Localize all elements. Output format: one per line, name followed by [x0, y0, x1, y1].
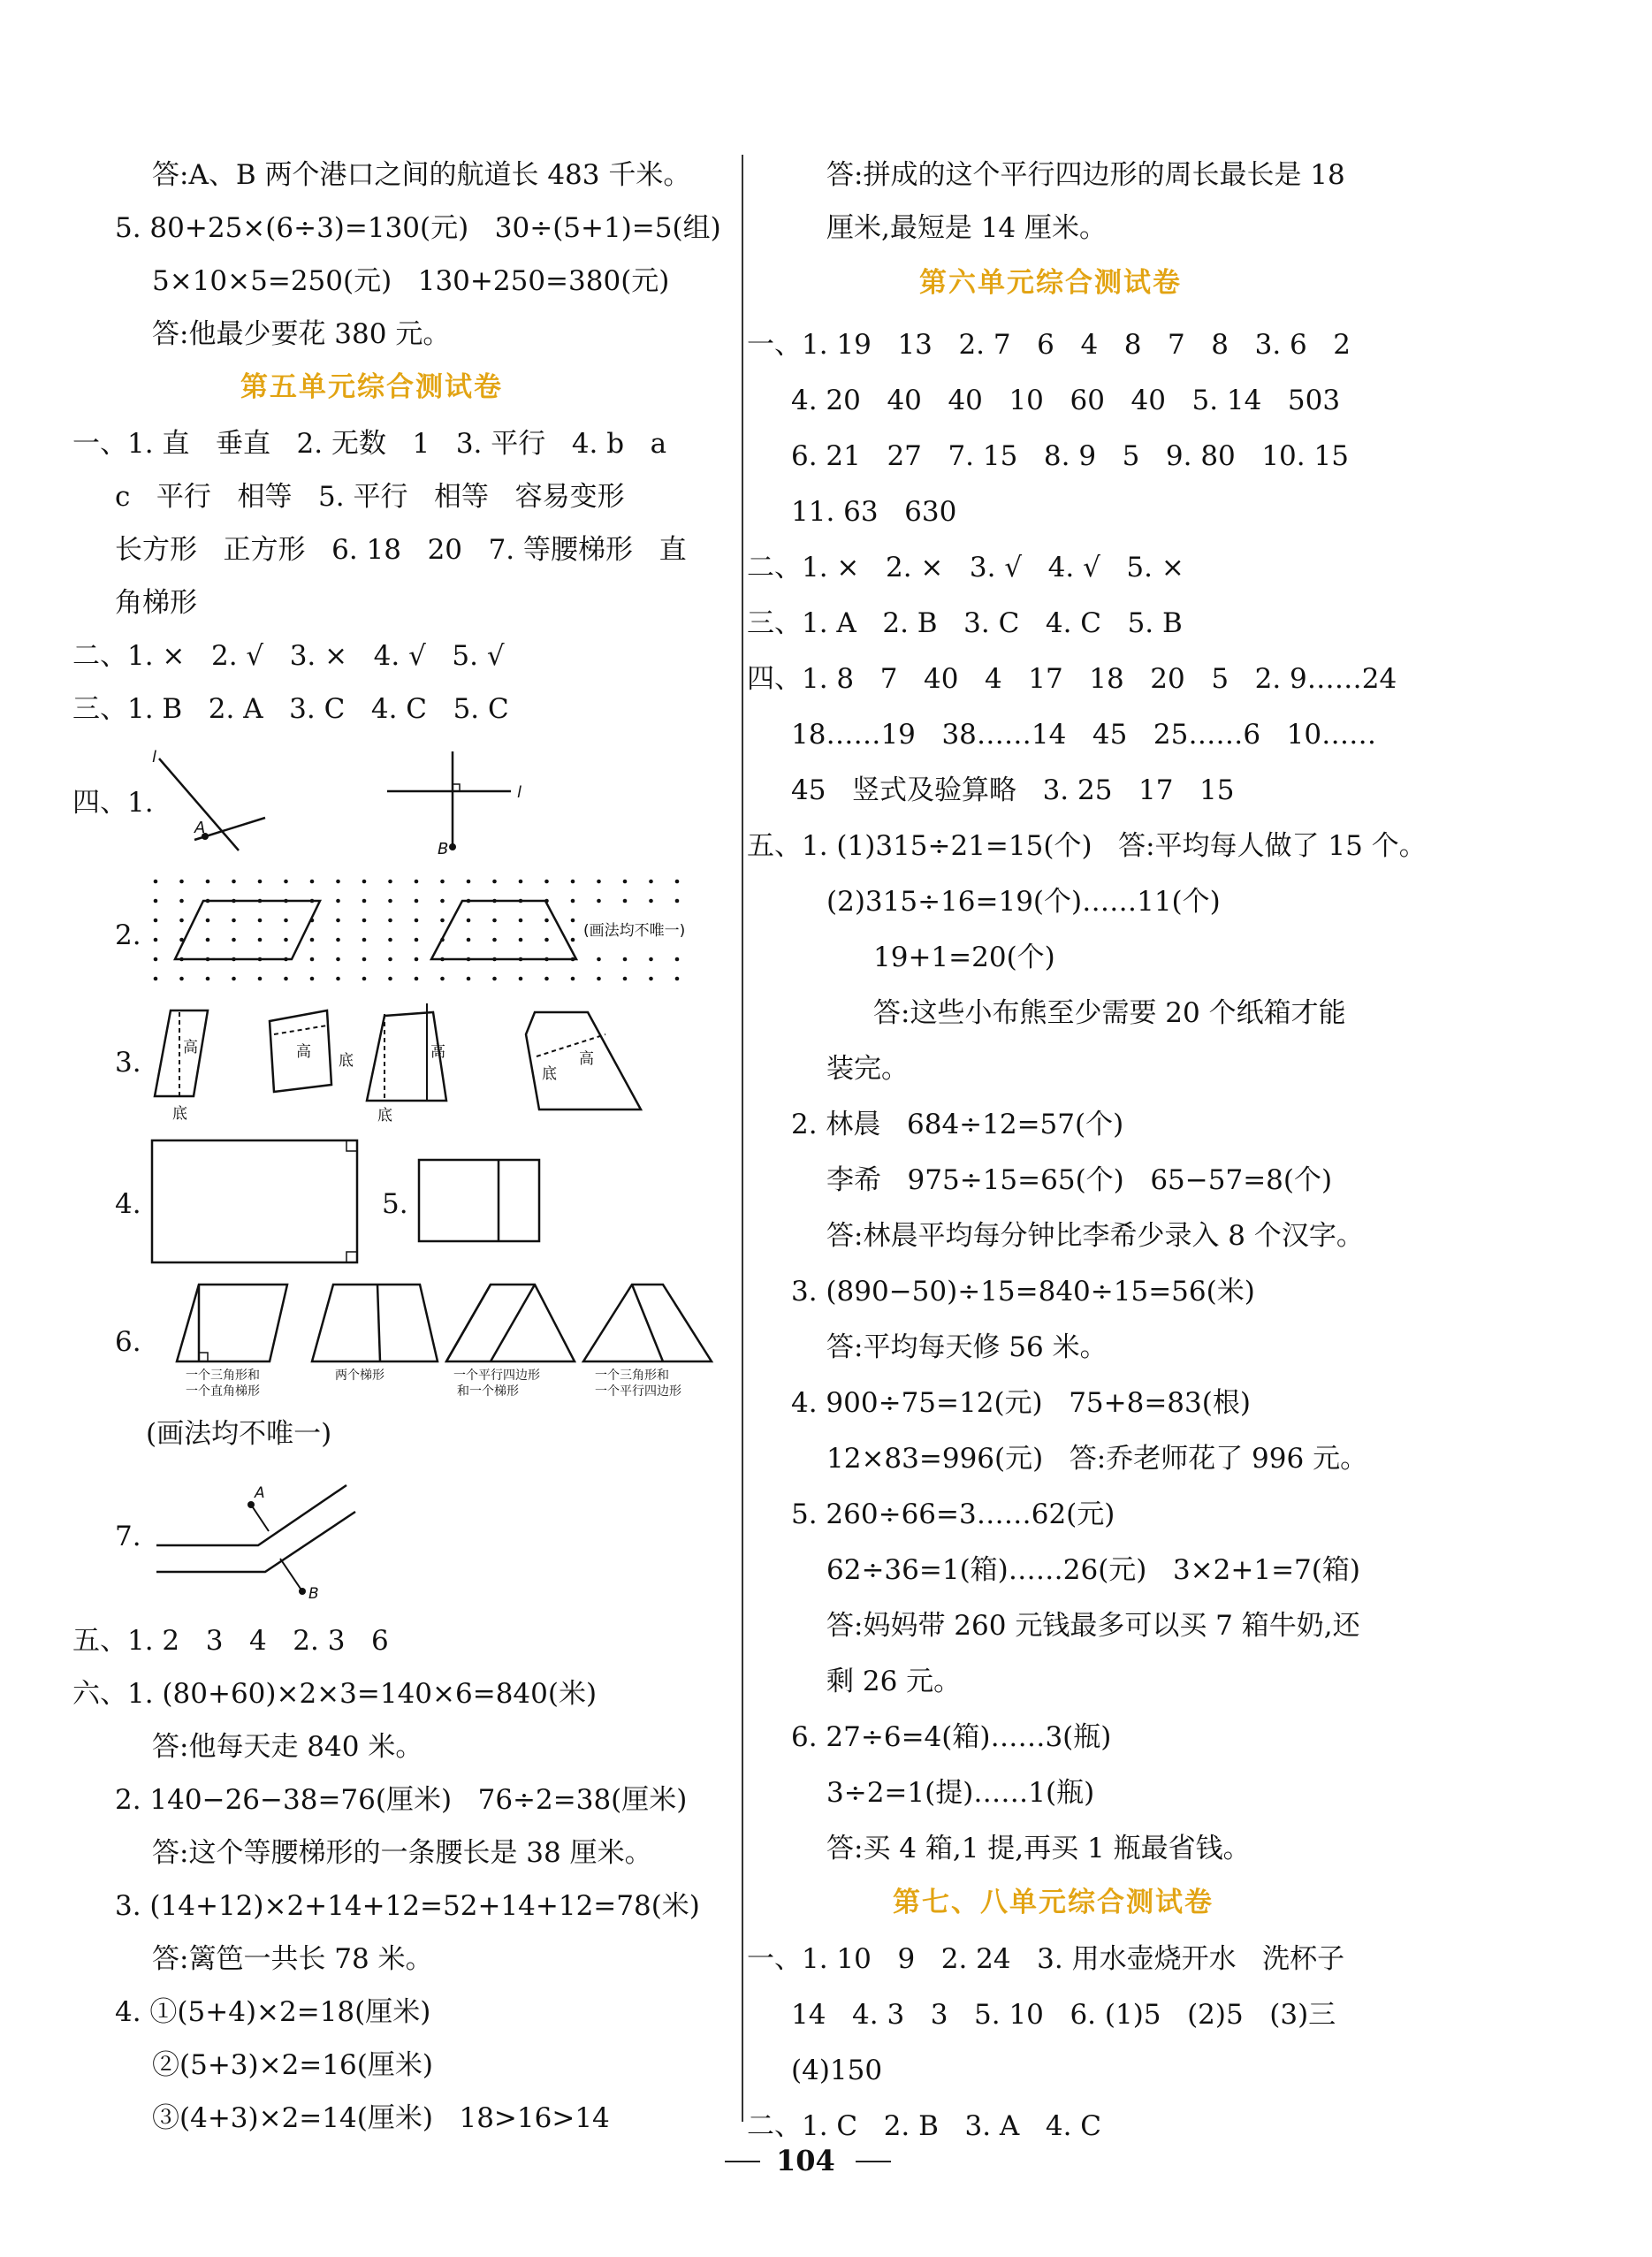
cut-figures: [172, 1280, 720, 1404]
svg-text:底: 底: [377, 1107, 392, 1125]
svg-text:高: 高: [296, 1043, 311, 1061]
question-label: 6.: [115, 1326, 141, 1358]
grid-dot: [623, 957, 628, 962]
svg-text:两个梯形: 两个梯形: [335, 1369, 384, 1383]
grid-dot: [258, 919, 263, 923]
grid-dot: [519, 880, 523, 884]
grid-dot: [597, 899, 601, 904]
grid-dot: [154, 899, 158, 904]
grid-dot: [649, 977, 653, 981]
grid-dot: [362, 899, 367, 904]
answer-line: 18……19 38……14 45 25……6 10……: [791, 719, 1377, 751]
question-label: 四、1.: [72, 787, 154, 819]
answer-line: (2)315÷16=19(个)……11(个): [826, 886, 1221, 918]
page-number-dash: [725, 2161, 760, 2162]
grid-dot: [440, 880, 445, 884]
grid-dot: [544, 938, 549, 942]
svg-text:高: 高: [430, 1043, 445, 1061]
svg-text:和一个梯形: 和一个梯形: [457, 1384, 519, 1399]
grid-dot: [310, 938, 315, 942]
grid-dot: [440, 977, 445, 981]
parallelogram: [155, 1010, 208, 1096]
grid-dot: [467, 919, 471, 923]
answer-line: 角梯形: [115, 587, 197, 619]
grid-dot: [258, 880, 263, 884]
grid-dot: [467, 880, 471, 884]
answer-line: 二、1. × 2. √ 3. × 4. √ 5. √: [72, 640, 505, 672]
grid-dot: [179, 919, 184, 923]
answer-line: 二、1. × 2. × 3. √ 4. √ 5. ×: [747, 552, 1184, 583]
svg-text:一个三角形和: 一个三角形和: [595, 1369, 669, 1383]
answer-line: 5×10×5=250(元) 130+250=380(元): [152, 265, 670, 297]
grid-dot: [388, 938, 392, 942]
question-label: 5.: [382, 1188, 408, 1220]
answer-line: 6. 21 27 7. 15 8. 9 5 9. 80 10. 15: [791, 440, 1349, 472]
grid-dot: [388, 899, 392, 904]
grid-dot: [284, 919, 288, 923]
grid-dot: [492, 880, 497, 884]
answer-line: 3. (14+12)×2+14+12=52+14+12=78(米): [115, 1890, 700, 1922]
note: (画法均不唯一): [583, 922, 686, 940]
answer-line: 4. ①(5+4)×2=18(厘米): [115, 1996, 431, 2028]
column-divider: [742, 155, 743, 2122]
answer-line: 答:平均每天修 56 米。: [826, 1331, 1108, 1363]
grid-dot: [284, 977, 288, 981]
grid-dot: [623, 899, 628, 904]
grid-dot: [388, 957, 392, 962]
grid-dot: [544, 977, 549, 981]
grid-dot: [284, 880, 288, 884]
answer-line: (4)150: [791, 2055, 883, 2086]
answer-line: 六、1. (80+60)×2×3=140×6=840(米): [72, 1678, 598, 1710]
grid-dot: [336, 880, 340, 884]
answer-line: 2. 140−26−38=76(厘米) 76÷2=38(厘米): [115, 1784, 688, 1816]
grid-dot: [544, 919, 549, 923]
answer-line: 6. 27÷6=4(箱)……3(瓶): [791, 1721, 1112, 1753]
page-number: 104: [776, 2144, 835, 2177]
section-heading-unit78: 第七、八单元综合测试卷: [893, 1887, 1214, 1918]
answer-line: 厘米,最短是 14 厘米。: [826, 212, 1108, 244]
answer-line: 四、1. 8 7 40 4 17 18 20 5 2. 9……24: [747, 663, 1397, 695]
height-figures: [146, 995, 650, 1123]
grid-dot: [571, 919, 575, 923]
grid-dot: [336, 977, 340, 981]
answer-line: 一、1. 直 垂直 2. 无数 1 3. 平行 4. b a: [72, 428, 667, 460]
grid-dot: [179, 977, 184, 981]
answer-line: 12×83=996(元) 答:乔老师花了 996 元。: [826, 1443, 1368, 1475]
answer-line: 二、1. C 2. B 3. A 4. C: [747, 2110, 1102, 2142]
grid-dot: [362, 880, 367, 884]
svg-text:一个三角形和: 一个三角形和: [186, 1369, 260, 1383]
grid-dot: [206, 919, 210, 923]
answer-line: 4. 900÷75=12(元) 75+8=83(根): [791, 1387, 1251, 1419]
note: (画法均不唯一): [146, 1418, 332, 1450]
answer-line: 装完。: [826, 1053, 909, 1085]
answer-line: 14 4. 3 3 5. 10 6. (1)5 (2)5 (3)三: [791, 1999, 1336, 2031]
answer-line: 45 竖式及验算略 3. 25 17 15: [791, 774, 1235, 806]
grid-dot: [258, 938, 263, 942]
answer-line: 4. 20 40 40 10 60 40 5. 14 503: [791, 385, 1341, 416]
grid-dot: [519, 977, 523, 981]
grid-dot: [467, 977, 471, 981]
answer-line: 3. (890−50)÷15=840÷15=56(米): [791, 1276, 1255, 1308]
grid-dot: [415, 977, 419, 981]
grid-dot: [284, 938, 288, 942]
grid-dot: [492, 977, 497, 981]
svg-text:底: 底: [542, 1065, 557, 1083]
grid-dot: [310, 880, 315, 884]
grid-dot: [388, 919, 392, 923]
grid-dot: [336, 957, 340, 962]
answer-line: 一、1. 10 9 2. 24 3. 用水壶烧开水 洗杯子: [747, 1943, 1345, 1975]
grid-dot: [206, 880, 210, 884]
page-number-dash: [856, 2161, 891, 2162]
svg-text:A: A: [255, 1484, 265, 1502]
grid-dot: [336, 899, 340, 904]
label-l: l: [517, 783, 522, 802]
label-l: l: [152, 748, 157, 766]
point-B: [449, 843, 456, 850]
svg-text:一个平行四边形: 一个平行四边形: [595, 1384, 681, 1399]
grid-dot: [154, 957, 158, 962]
label-B: B: [438, 840, 449, 858]
grid-dot: [362, 957, 367, 962]
answer-line: 62÷36=1(箱)……26(元) 3×2+1=7(箱): [826, 1554, 1360, 1586]
svg-text:B: B: [308, 1585, 319, 1603]
answer-line: 答:妈妈带 260 元钱最多可以买 7 箱牛奶,还: [826, 1610, 1360, 1642]
grid-dot: [415, 938, 419, 942]
grid-dot: [649, 880, 653, 884]
svg-text:底: 底: [172, 1105, 187, 1123]
answer-line: ②(5+3)×2=16(厘米): [152, 2049, 433, 2081]
grid-dot: [623, 977, 628, 981]
svg-text:一个直角梯形: 一个直角梯形: [186, 1384, 260, 1399]
grid-dot: [206, 938, 210, 942]
perpendicular-figures: [141, 743, 548, 866]
section-heading-unit5: 第五单元综合测试卷: [240, 371, 503, 403]
grid-dot: [519, 919, 523, 923]
answer-line: 答:买 4 箱,1 提,再买 1 瓶最省钱。: [826, 1833, 1251, 1864]
grid-dot: [154, 880, 158, 884]
answer-line: 剩 26 元。: [826, 1666, 962, 1697]
grid-dot: [336, 919, 340, 923]
grid-dot: [179, 880, 184, 884]
answer-line: 答:这个等腰梯形的一条腰长是 38 厘米。: [152, 1837, 652, 1869]
grid-dot: [362, 977, 367, 981]
answer-line: 答:他最少要花 380 元。: [152, 318, 451, 350]
svg-text:高: 高: [579, 1050, 594, 1068]
rectangle-figure: [150, 1139, 362, 1267]
grid-dot: [232, 938, 236, 942]
grid-dot: [154, 919, 158, 923]
grid-dot: [597, 957, 601, 962]
answer-line: c 平行 相等 5. 平行 相等 容易变形: [115, 481, 625, 513]
question-label: 2.: [115, 919, 141, 951]
grid-dot: [415, 957, 419, 962]
question-label: 4.: [115, 1188, 141, 1220]
answer-line: 答:他每天走 840 米。: [152, 1731, 423, 1763]
grid-dot: [519, 938, 523, 942]
grid-dot: [571, 938, 575, 942]
grid-dot: [336, 938, 340, 942]
label-A: A: [194, 819, 206, 837]
answer-line: 长方形 正方形 6. 18 20 7. 等腰梯形 直: [115, 534, 687, 566]
grid-dot: [571, 899, 575, 904]
square-figure: [417, 1158, 541, 1243]
svg-text:一个平行四边形: 一个平行四边形: [453, 1369, 540, 1383]
grid-dot: [649, 899, 653, 904]
answer-line: ③(4+3)×2=14(厘米) 18>16>14: [152, 2102, 610, 2134]
grid-dot: [362, 919, 367, 923]
answer-line: 答:篱笆一共长 78 米。: [152, 1943, 433, 1975]
grid-dot: [310, 957, 315, 962]
svg-text:底: 底: [339, 1052, 354, 1070]
grid-dot: [467, 938, 471, 942]
grid-dot: [415, 919, 419, 923]
grid-dot: [675, 957, 680, 962]
answer-line: 李希 975÷15=65(个) 65−57=8(个): [826, 1164, 1333, 1196]
grid-dot: [206, 977, 210, 981]
grid-dot: [675, 880, 680, 884]
grid-dot: [154, 977, 158, 981]
grid-dot: [492, 938, 497, 942]
grid-dot: [154, 938, 158, 942]
grid-dot: [440, 899, 445, 904]
grid-dot: [571, 880, 575, 884]
road-figure: [152, 1468, 364, 1603]
answer-line: 2. 林晨 684÷12=57(个): [791, 1109, 1124, 1140]
grid-dot: [571, 977, 575, 981]
question-label: 7.: [115, 1521, 141, 1552]
parallelogram: [175, 901, 320, 959]
grid-dot: [597, 880, 601, 884]
grid-dot: [675, 977, 680, 981]
answer-line: 五、1. 2 3 4 2. 3 6: [72, 1625, 389, 1657]
grid-dot: [597, 977, 601, 981]
answer-line: 19+1=20(个): [873, 942, 1055, 973]
grid-dot: [179, 899, 184, 904]
svg-text:高: 高: [183, 1039, 198, 1056]
grid-dot: [544, 880, 549, 884]
answer-line: 答:A、B 两个港口之间的航道长 483 千米。: [152, 159, 691, 191]
trapezoid: [431, 901, 576, 959]
answer-line: 五、1. (1)315÷21=15(个) 答:平均每人做了 15 个。: [747, 830, 1427, 862]
grid-dot: [388, 977, 392, 981]
grid-dot: [232, 977, 236, 981]
answer-line: 3÷2=1(提)……1(瓶): [826, 1777, 1095, 1809]
grid-dot: [310, 977, 315, 981]
answer-line: 三、1. A 2. B 3. C 4. C 5. B: [747, 607, 1183, 639]
grid-dot: [415, 899, 419, 904]
answer-line: 一、1. 19 13 2. 7 6 4 8 7 8 3. 6 2: [747, 329, 1351, 361]
answer-line: 三、1. B 2. A 3. C 4. C 5. C: [72, 693, 509, 725]
grid-dot: [649, 957, 653, 962]
dot-grid-figure: [148, 875, 714, 977]
answer-line: 5. 260÷66=3……62(元): [791, 1498, 1115, 1530]
grid-dot: [623, 880, 628, 884]
grid-dot: [388, 880, 392, 884]
grid-dot: [675, 899, 680, 904]
answer-line: 答:这些小布熊至少需要 20 个纸箱才能: [873, 997, 1346, 1029]
grid-dot: [362, 938, 367, 942]
answer-line: 5. 80+25×(6÷3)=130(元) 30÷(5+1)=5(组): [115, 212, 721, 244]
grid-dot: [232, 919, 236, 923]
answer-line: 11. 63 630: [791, 496, 957, 528]
grid-dot: [258, 977, 263, 981]
grid-dot: [440, 919, 445, 923]
question-label: 3.: [115, 1047, 141, 1079]
section-heading-unit6: 第六单元综合测试卷: [919, 267, 1182, 299]
answer-line: 答:拼成的这个平行四边形的周长最长是 18: [826, 159, 1345, 191]
answer-line: 答:林晨平均每分钟比李希少录入 8 个汉字。: [826, 1220, 1364, 1252]
grid-dot: [232, 880, 236, 884]
grid-dot: [492, 919, 497, 923]
grid-dot: [415, 880, 419, 884]
